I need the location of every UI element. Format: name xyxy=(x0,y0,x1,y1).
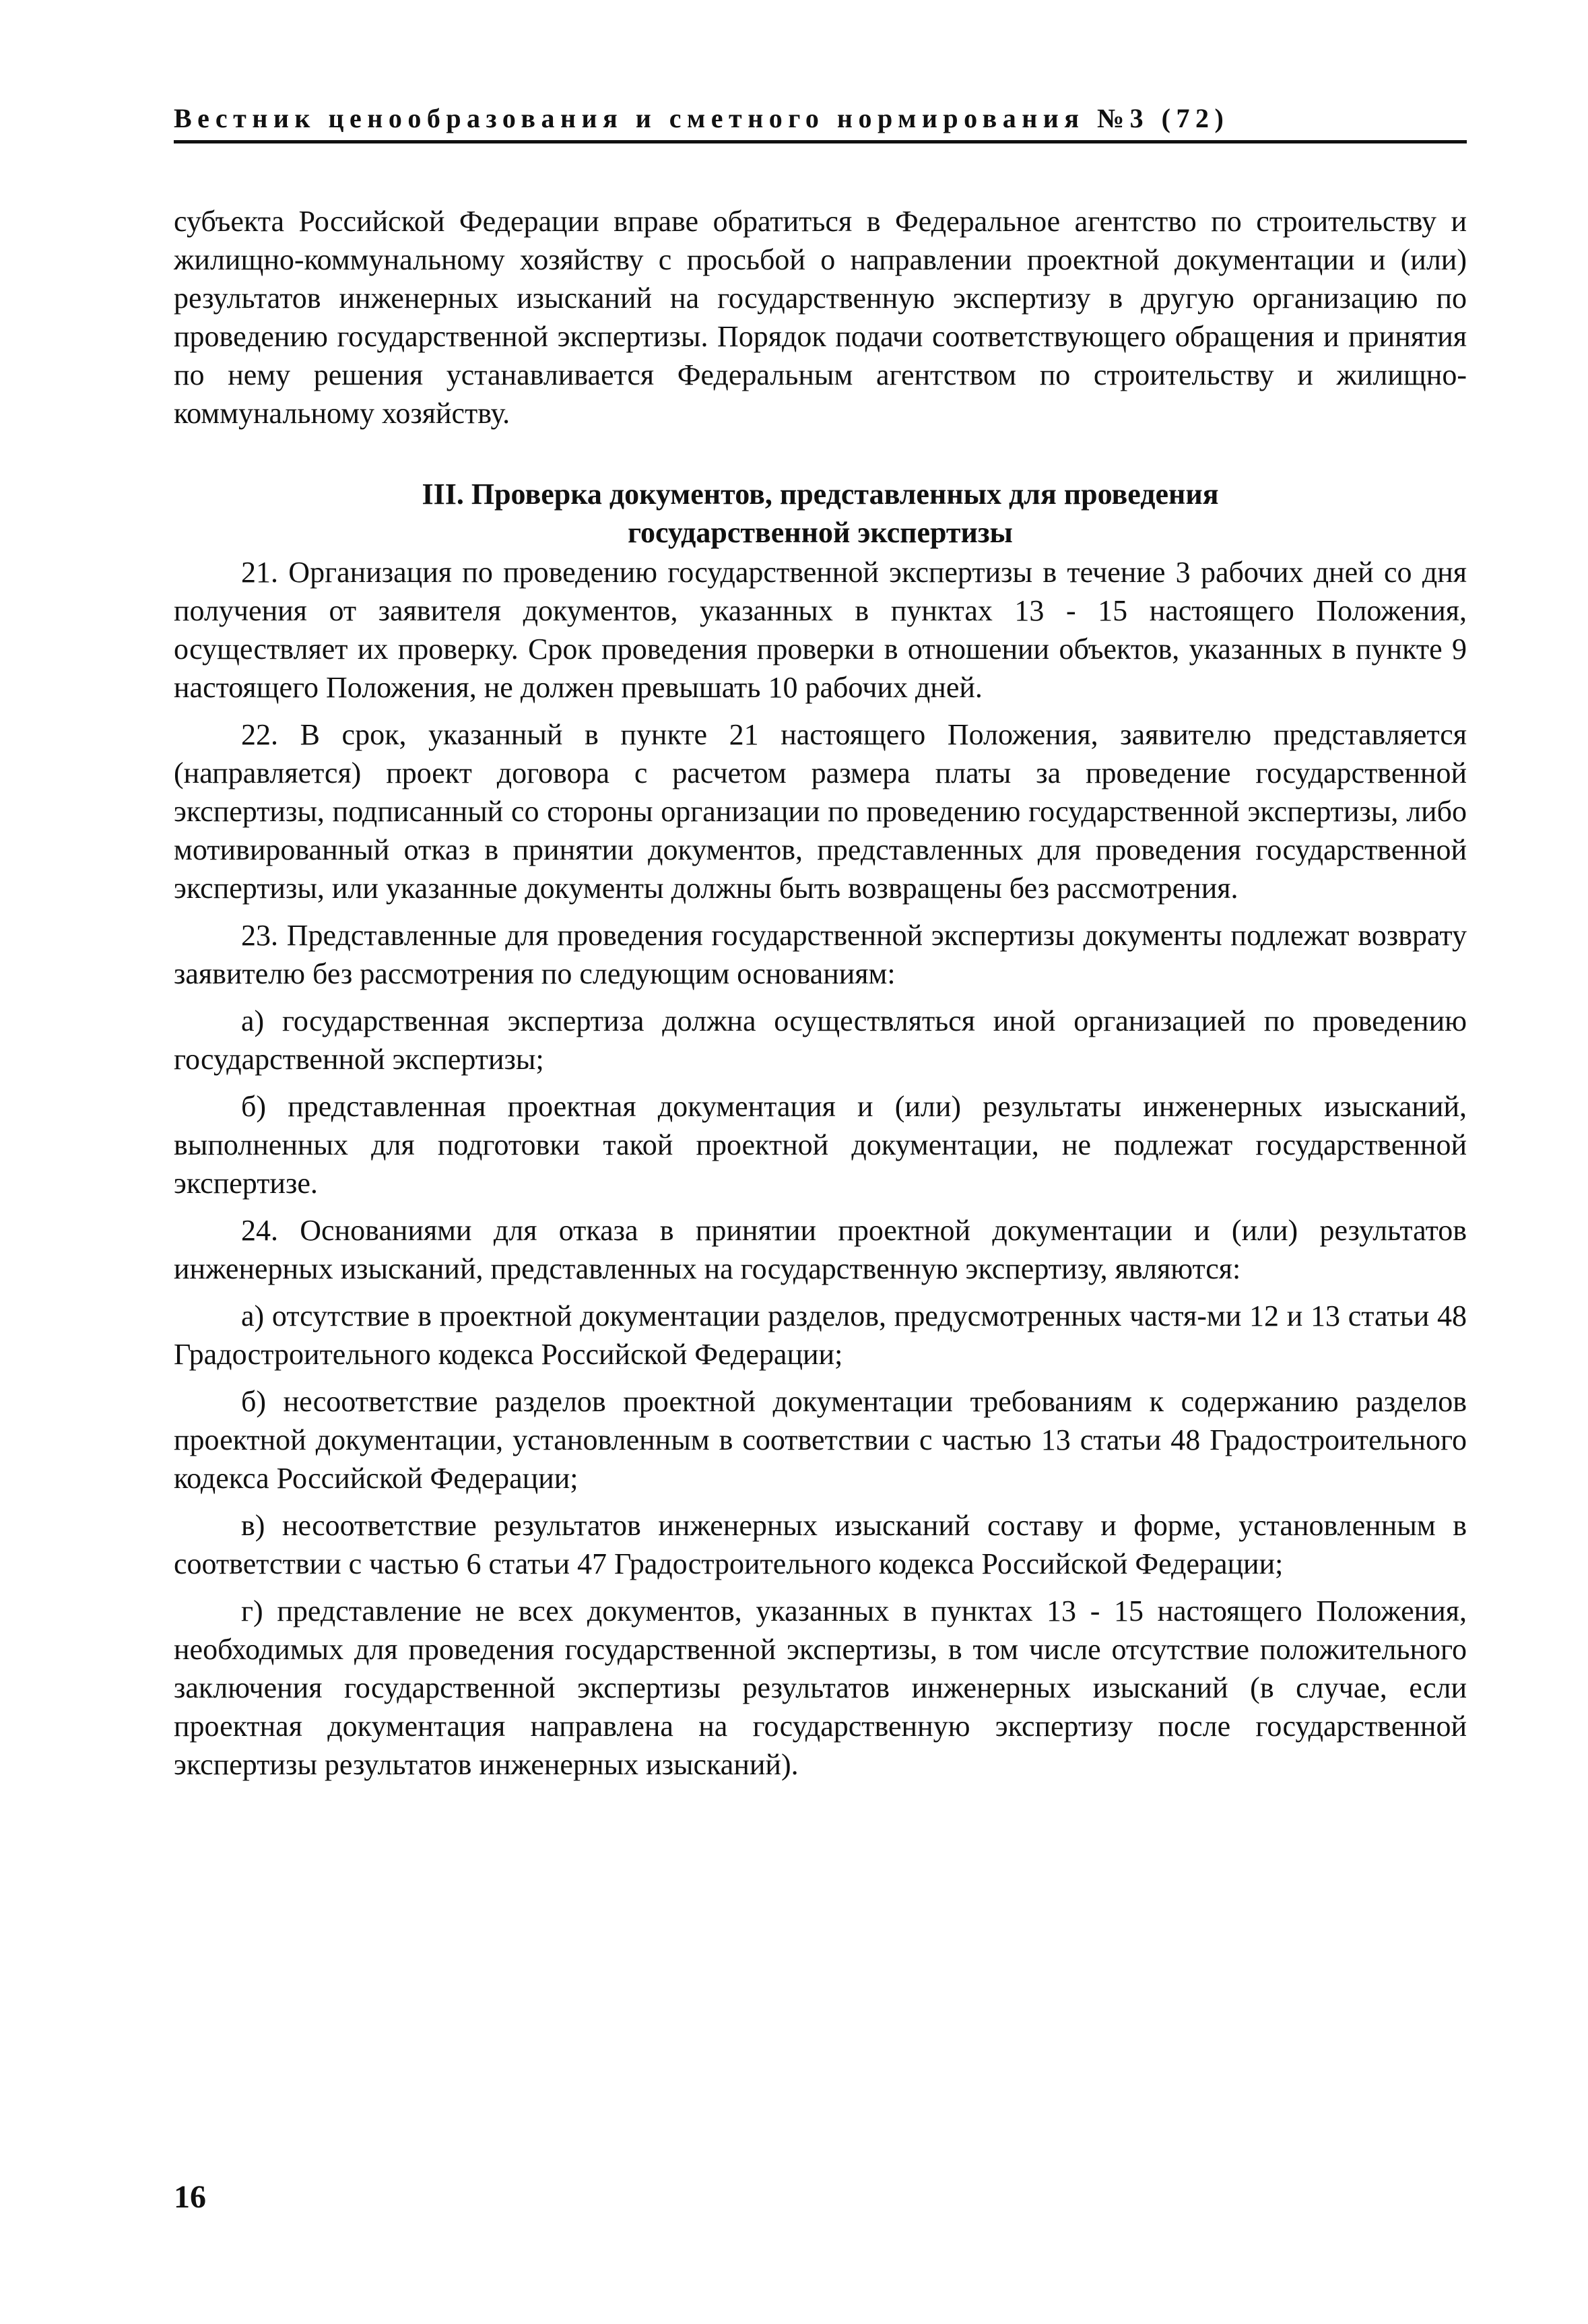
page-number: 16 xyxy=(174,2179,206,2215)
paragraph-24: 24. Основаниями для отказа в принятии проектной документации и (или) результатов инженерных изысканий, представленных на государственную экспертизу, являются: xyxy=(174,1214,1467,1285)
paragraph-21: 21. Организация по проведению государственной экспертизы в течение 3 рабочих дней со дня получения от заявителя документов, указанных в пунктах 13 - 15 настоящего Положения, осуществляет их проверку. Срок проведения проверки в отношении объектов, указанных в пункте 9 настоящего Положения, не должен превышать 10 рабочих дней. xyxy=(174,556,1467,704)
paragraph-24-g: г) представление не всех документов, указанных в пунктах 13 - 15 настоящего Положения, необходимых для проведения государственной экспертизы, в том числе отсутствие положительного заключения государственной экспертизы результатов инженерных изысканий (в случае, если проектная документация направлена на государственную экспертизу после государственной экспертизы результатов инженерных изысканий). xyxy=(174,1594,1467,1781)
paragraph-24-v: в) несоответствие результатов инженерных изысканий составу и форме, установленным в соответствии с частью 6 статьи 47 Градостроительного кодекса Российской Федерации; xyxy=(174,1509,1467,1580)
paragraph-23-a: а) государственная экспертиза должна осуществляться иной организацией по проведению государственной экспертизы; xyxy=(174,1004,1467,1076)
paragraph-22: 22. В срок, указанный в пункте 21 настоящего Положения, заявителю представляется (направляется) проект договора с расчетом размера платы за проведение государственной экспертизы, подписанный со стороны организации по проведению государственной экспертизы, либо мотивированный отказ в принятии документов, представленных для проведения государственной экспертизы, или указанные документы должны быть возвращены без рассмотрения. xyxy=(174,718,1467,905)
section-heading xyxy=(174,475,1467,552)
paragraph-24-a: а) отсутствие в проектной документации разделов, предусмотренных частя-ми 12 и 13 статьи 48 Градостроительного кодекса Российской Федерации; xyxy=(174,1299,1467,1371)
paragraph-23: 23. Представленные для проведения государственной экспертизы документы подлежат возврату заявителю без рассмотрения по следующим основаниям: xyxy=(174,919,1467,990)
section-heading-line-2: государственной экспертизы xyxy=(628,516,1013,549)
section-heading-line-1: III. Проверка документов, представленных для проведения xyxy=(422,478,1219,511)
running-header-title: Вестник ценообразования и сметного нормирования №3 (72) xyxy=(174,103,1230,133)
paragraph-24-b: б) несоответствие разделов проектной документации требованиям к содержанию разделов проектной документации, установленным в соответствии с частью 13 статьи 48 Градостроительного кодекса Российской Федерации; xyxy=(174,1385,1467,1495)
header-rule xyxy=(174,140,1467,143)
continuation-paragraph: субъекта Российской Федерации вправе обратиться в Федеральное агентство по строительству и жилищно-коммунальному хозяйству с просьбой о направлении проектной документации и (или) результатов инженерных изысканий на государственную экспертизу в другую организацию по проведению государственной экспертизы. Порядок подачи соответствующего обращения и принятия по нему решения устанавливается Федеральным агентством по строительству и жилищно-коммунальному хозяйству. xyxy=(174,205,1467,430)
page-body xyxy=(174,202,1467,1784)
paragraph-23-b: б) представленная проектная документация и (или) результаты инженерных изысканий, выполненных для подготовки такой проектной документации, не подлежат государственной экспертизе. xyxy=(174,1090,1467,1200)
